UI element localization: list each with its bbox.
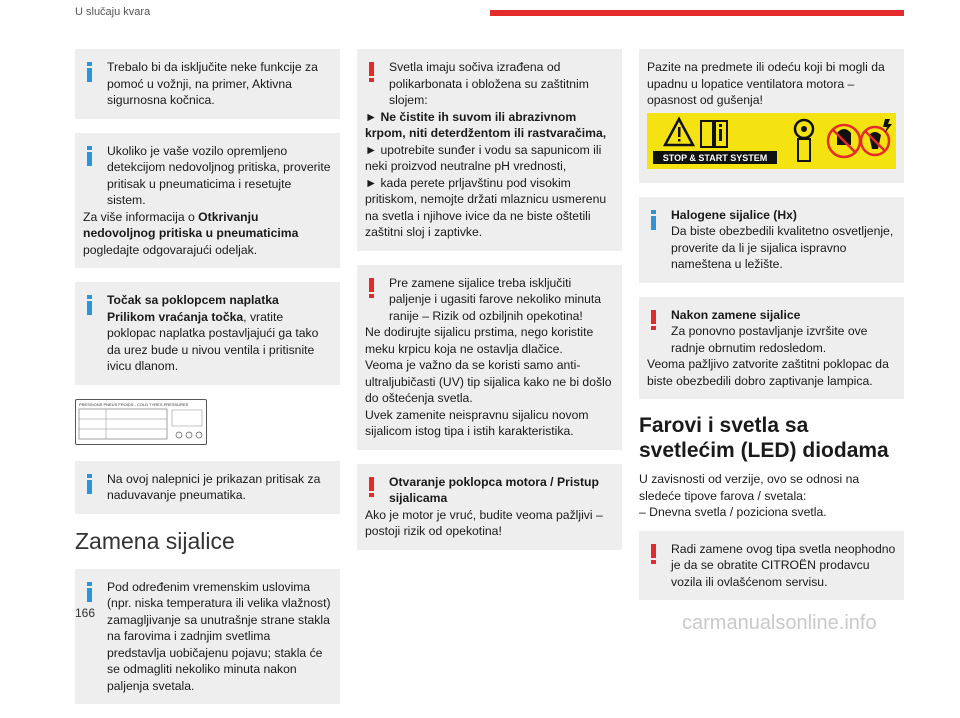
- warning-text: Ne dodirujte sijalicu prstima, nego koristite meku krpicu koja ne ostavlja dlačice.: [365, 325, 594, 356]
- box-title: Nakon zamene sijalice: [671, 307, 801, 322]
- info-text: Ukoliko je vaše vozilo opremljeno detekcijom nedovoljnog pritiska, proverite pritisak u pneumaticima i resetujte sistem.: [107, 143, 331, 207]
- info-text-more: Za više informacija o Otkrivanju nedovoljnog pritiska u pneumaticima pogledajte odgovarajući odeljak.: [83, 209, 299, 257]
- column-3: [639, 49, 904, 614]
- info-box-halogen: [639, 197, 904, 283]
- warning-icon: [369, 62, 374, 82]
- stop-start-pictogram: [647, 113, 896, 169]
- warning-bullet-bold: ► Ne čistite ih suvom ili abrazivnom krpom, niti deterdžentom ili rastvaračima,: [365, 109, 607, 140]
- info-text: Da biste obezbedili kvalitetno osvetljenje, proverite da li je sijalica ispravno nameštena u ležište.: [671, 224, 894, 271]
- info-text: Pod određenim vremenskim uslovima (npr. niska temperatura ili velika vlažnost) zamagljivanje sa unutrašnje strane stakla na farovima i zadnjim svetlima predstavlja uobičajenu pojavu; stakla će se odmagliti nekoliko minuta nakon paljenja svetala.: [107, 579, 331, 693]
- info-box-sticker: [75, 461, 340, 514]
- info-text: Trebalo bi da isključite neke funkcije za pomoć u vožnji, na primer, Aktivna sigurnosna kočnica.: [107, 60, 318, 107]
- running-header: U slučaju kvara: [75, 6, 151, 18]
- fan-hazard-icon: [795, 120, 813, 161]
- warning-icon: [369, 477, 374, 497]
- intro-text: U zavisnosti od verzije, ovo se odnosi na sledeće tipove farova / svetala:: [639, 472, 860, 503]
- warning-text: Radi zamene ovog tipa svetla neophodno je da se obratite CITROËN prodavcu vozila ili ovlašćenom servisu.: [671, 541, 896, 589]
- pictogram-label: STOP & START SYSTEM: [662, 152, 768, 163]
- info-icon: [651, 210, 656, 230]
- warning-text: Uvek zamenite neispravnu sijalicu novom sijalicom istog tipa i istih karakteristika.: [365, 407, 589, 438]
- box-title: Halogene sijalice (Hx): [671, 207, 797, 222]
- warning-icon: [651, 310, 656, 330]
- warning-text: Veoma je važno da se koristi samo anti-ultraljubičasti (UV) tip sijalica kako ne bi došlo do oštećenja svetla.: [365, 358, 612, 405]
- watermark: carmanualsonline.info: [682, 612, 877, 634]
- section-heading: Zamena sijalice: [75, 527, 235, 554]
- page-number: 166: [75, 606, 96, 620]
- no-scarf-icon: [861, 119, 892, 155]
- warning-bullet: ► kada perete prljavštinu pod visokim pritiskom, nemojte držati mlaznicu usmerenu na svetla i njihove ivice da ne biste oštetili zaštitni sloj i zaptivke.: [365, 175, 607, 239]
- column-1: [75, 49, 340, 718]
- info-icon: [87, 474, 92, 494]
- fan-warning-text: Pazite na predmete ili odeću koji bi mogli da upadnu u lopatice ventilatora motora – opasnost od gušenja!: [647, 60, 885, 107]
- info-text: Na ovoj nalepnici je prikazan pritisak za naduvavanje pneumatika.: [107, 471, 321, 502]
- column-2: [357, 49, 622, 564]
- header-accent-bar: [490, 10, 904, 16]
- box-title: Točak sa poklopcem naplatka: [107, 293, 279, 307]
- warning-text: Veoma pažljivo zatvorite zaštitni poklopac da biste obezbedili dobro zaptivanje lampica.: [647, 357, 889, 388]
- info-box-pressure: [75, 133, 340, 269]
- list-item: – Dnevna svetla / poziciona svetla.: [639, 505, 827, 519]
- warning-box-lenses: [357, 49, 622, 251]
- info-box: [75, 49, 340, 119]
- info-icon: [87, 146, 92, 166]
- warning-box-bonnet: [357, 464, 622, 550]
- warning-box-led: [639, 531, 904, 601]
- warning-text: Za ponovno postavljanje izvršite ove radnje obrnutim redosledom.: [671, 324, 868, 355]
- warning-text: Svetla imaju sočiva izrađena od polikarbonata i obložena su zaštitnim slojem:: [389, 60, 589, 107]
- sticker-caption: PRESSIONS PNEUS FROIDS - COLD TYRES PRESSURES: [79, 401, 189, 407]
- warning-triangle-icon: [665, 119, 693, 145]
- warning-icon: [369, 278, 374, 298]
- warning-icon: [651, 544, 656, 564]
- info-box-hubcap: [75, 282, 340, 385]
- info-icon: [87, 295, 92, 315]
- fan-warning-box: [639, 49, 904, 183]
- no-hands-icon: [828, 125, 860, 157]
- box-title: Otvaranje poklopca motora / Pristup sijalicama: [389, 474, 599, 505]
- warning-bullet: ► upotrebite sunđer i vodu sa sapunicom ili neki proizvod neutralne pH vrednosti,: [365, 142, 602, 173]
- info-text: Prilikom vraćanja točka, vratite poklopac naplatka postavljajući ga tako da urez bude u nivou ventila i pritisnite ivicu dlanom.: [107, 309, 319, 373]
- info-box-fogging: [75, 569, 340, 705]
- warning-text: Pre zamene sijalice treba isključiti paljenje i ugasiti farove nekoliko minuta ranije – Rizik od ozbiljnih opekotina!: [389, 275, 602, 323]
- warning-box-after-replace: [639, 297, 904, 400]
- warning-text: Ako je motor je vruć, budite veoma pažljivi – postoji rizik od opekotina!: [365, 507, 603, 538]
- warning-box-bulb: [357, 265, 622, 450]
- info-icon: [87, 62, 92, 82]
- section-heading-led: Farovi i svetla sa svetlećim (LED) diodama: [639, 414, 889, 462]
- tyre-pressure-sticker: [75, 399, 207, 445]
- manual-book-icon: [701, 121, 727, 147]
- info-icon: [87, 582, 92, 602]
